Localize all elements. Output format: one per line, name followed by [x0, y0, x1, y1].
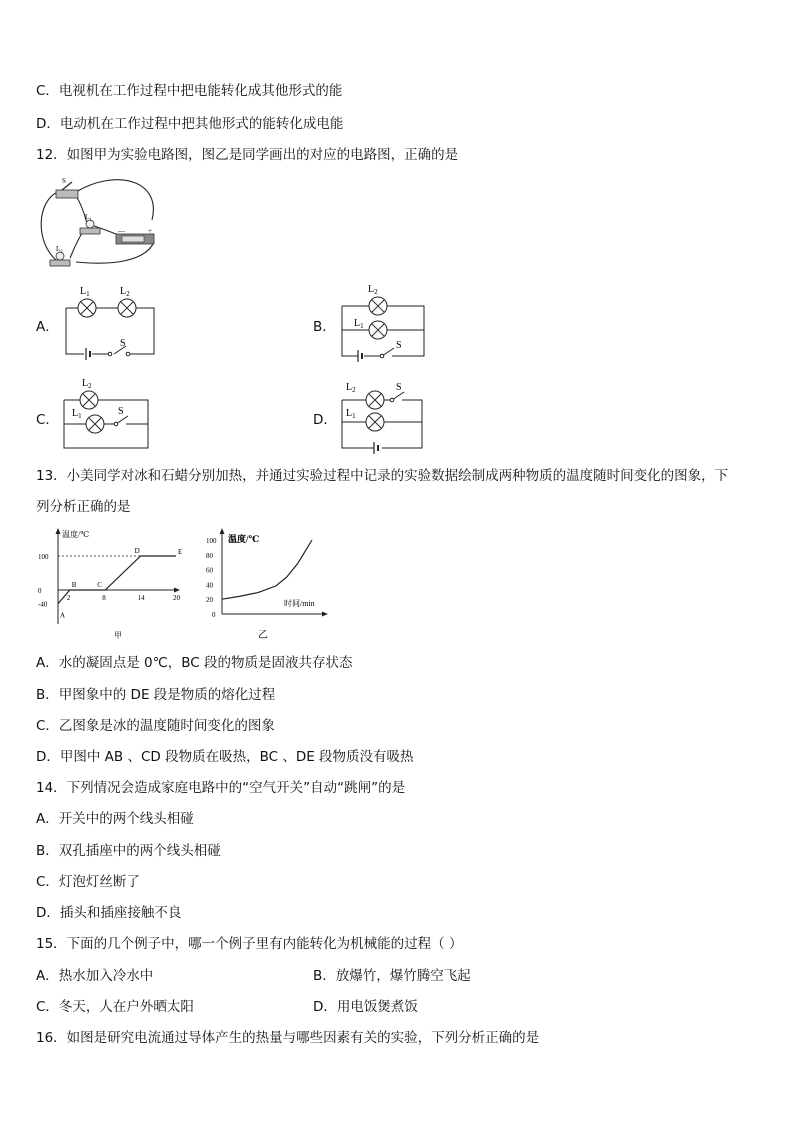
q15-option-d: D．用电饭煲煮饭: [313, 999, 418, 1015]
photo-label-l1: $L_1$: [85, 213, 92, 223]
q12-stem: 12．如图甲为实验电路图，图乙是同学画出的对应的电路图，正确的是: [36, 147, 459, 163]
label-l1: $L_1$: [80, 286, 90, 298]
q14-option-b: B．双孔插座中的两个线头相碰: [36, 843, 221, 859]
point-label-D: D: [134, 547, 140, 555]
q14-option-a: A．开关中的两个线头相碰: [36, 811, 194, 827]
x-tick-label: 20: [173, 594, 180, 602]
q15-option-b: B．放爆竹，爆竹腾空飞起: [313, 968, 471, 984]
chart-jia-caption: 甲: [114, 631, 122, 640]
wire: [76, 196, 88, 226]
q12-option-c-letter: C．: [36, 412, 59, 428]
label-l2: $L_2$: [120, 286, 130, 298]
y-tick-label: 60: [206, 566, 213, 575]
label-l1: $L_1$: [346, 408, 356, 420]
q14-option-d: D．插头和插座接触不良: [36, 905, 182, 921]
point-label-B: B: [71, 581, 77, 589]
photo-label-plus: +: [148, 227, 152, 235]
point-label-A: A: [60, 611, 66, 620]
chart-yi-caption: 乙: [258, 630, 268, 641]
chart-jia-ylabel: 温度/℃: [62, 530, 90, 539]
y-axis-arrow-icon: [220, 528, 225, 534]
battery-cell-icon: [122, 236, 144, 242]
y-tick-label: 100: [206, 537, 217, 545]
photo-label-s: S: [62, 177, 66, 185]
q12-option-a-letter: A．: [36, 319, 59, 335]
y-tick-label: 0: [38, 587, 42, 595]
photo-label-minus: —: [118, 227, 125, 235]
lamp-holder-icon: [50, 260, 70, 266]
switch-contact-icon: [380, 354, 384, 358]
wire: [76, 242, 154, 263]
q12-apparatus-figure: [36, 170, 160, 272]
label-l2: $L_2$: [368, 284, 378, 296]
x-tick-label: 14: [137, 594, 145, 602]
label-s: S: [120, 338, 126, 349]
switch-contact-icon: [108, 352, 112, 356]
q13-stem-line2: 列分析正确的是: [36, 499, 131, 515]
q11-option-c: C．电视机在工作过程中把电能转化成其他形式的能: [36, 83, 343, 99]
photo-label-l2: $L_2$: [56, 245, 63, 255]
label-s: S: [396, 382, 402, 393]
y-tick-label: 40: [206, 581, 213, 590]
q13-option-d: D．甲图中 AB 、CD 段物质在吸热，BC 、DE 段物质没有吸热: [36, 749, 414, 765]
point-label-C: C: [97, 581, 102, 589]
series-line: [58, 556, 176, 604]
q16-stem: 16．如图是研究电流通过导体产生的热量与哪些因素有关的实验，下列分析正确的是: [36, 1030, 540, 1046]
q13-option-c: C．乙图象是冰的温度随时间变化的图象: [36, 718, 275, 734]
switch-contact-icon: [390, 398, 394, 402]
q15-option-a: A．热水加入冷水中: [36, 968, 154, 984]
q13-stem-line1: 13．小美同学对冰和石蜡分别加热，并通过实验过程中记录的实验数据绘制成两种物质的温度随时间变化的图象，下: [36, 468, 729, 484]
switch-base-icon: [56, 190, 78, 198]
q14-option-c: C．灯泡灯丝断了: [36, 874, 140, 890]
x-axis-arrow-icon: [174, 588, 180, 593]
x-axis-arrow-icon: [322, 612, 328, 617]
q15-stem: 15．下面的几个例子中，哪一个例子里有内能转化为机械能的过程（ ）: [36, 936, 463, 952]
y-tick-label: 20: [206, 596, 213, 605]
label-l2: $L_2$: [346, 382, 356, 394]
q13-chart-yi: [202, 526, 332, 644]
q12-option-a-circuit: [58, 282, 168, 364]
label-l1: $L_1$: [354, 318, 364, 330]
q12-option-c-circuit: [58, 376, 158, 456]
y-tick-label: 100: [38, 553, 49, 561]
lamp-holder-icon: [80, 228, 100, 234]
chart-yi-xlabel: 时间/min: [284, 599, 315, 608]
q12-option-d-circuit: [334, 376, 434, 456]
q13-option-b: B．甲图象中的 DE 段是物质的熔化过程: [36, 687, 276, 703]
x-tick-label: 8: [102, 594, 106, 602]
q11-option-d: D．电动机在工作过程中把其他形式的能转化成电能: [36, 116, 344, 132]
y-tick-label: 80: [206, 551, 213, 560]
x-tick-label: 2: [66, 594, 71, 602]
y-tick-label: 0: [212, 611, 216, 619]
q12-option-b-letter: B．: [313, 319, 336, 335]
y-tick-label: -40: [38, 600, 48, 609]
q13-chart-jia: [36, 526, 186, 644]
switch-contact-icon: [126, 352, 130, 356]
q12-option-d-letter: D．: [313, 412, 337, 428]
point-label-E: E: [178, 548, 183, 556]
series-curve: [222, 540, 312, 599]
label-l2: $L_2$: [82, 378, 92, 390]
q13-option-a: A．水的凝固点是 0℃，BC 段的物质是固液共存状态: [36, 655, 353, 671]
label-l1: $L_1$: [72, 408, 82, 420]
chart-yi-ylabel: 温度/℃: [228, 534, 260, 544]
q15-option-c: C．冬天，人在户外晒太阳: [36, 999, 194, 1015]
q12-option-b-circuit: [334, 282, 434, 364]
label-s: S: [396, 340, 402, 351]
y-axis-arrow-icon: [56, 528, 61, 534]
label-s: S: [118, 406, 124, 417]
q14-stem: 14．下列情况会造成家庭电路中的“空气开关”自动“跳闸”的是: [36, 780, 406, 796]
switch-contact-icon: [114, 422, 118, 426]
